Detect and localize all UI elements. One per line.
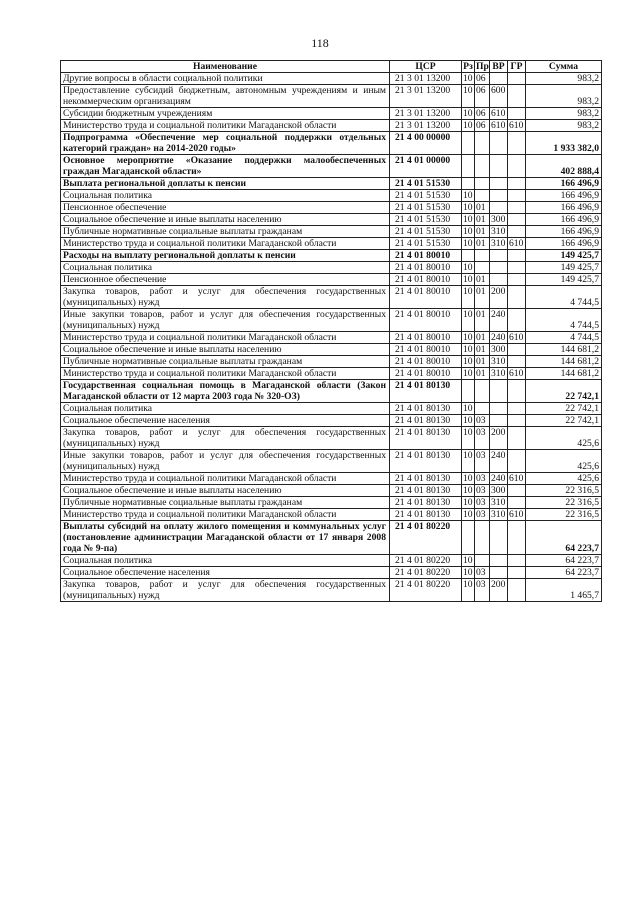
table-row: [61, 427, 602, 450]
cell-name: Министерство труда и социальной политики Магаданской области: [61, 332, 390, 344]
cell-vr: [490, 403, 508, 415]
cell-sum: 402 888,4: [526, 155, 602, 178]
cell-vr: 300: [490, 485, 508, 497]
cell-pr: [475, 262, 490, 274]
cell-gr: [508, 190, 526, 202]
cell-vr: 200: [490, 286, 508, 309]
cell-gr: [508, 286, 526, 309]
cell-vr: 310: [490, 356, 508, 368]
cell-pr: 01: [475, 286, 490, 309]
cell-rz: 10: [463, 202, 473, 213]
cell-pr: 01: [475, 226, 490, 238]
cell-sum: 149 425,7: [526, 274, 602, 286]
cell-name: Министерство труда и социальной политики Магаданской области: [61, 509, 390, 521]
cell-pr: 01: [475, 309, 490, 332]
cell-rz: [462, 132, 475, 155]
cell-sum: 64 223,7: [526, 567, 602, 579]
cell-rz: 10: [463, 403, 473, 414]
cell-vr: [490, 178, 508, 190]
cell-csr: 21 4 01 80130: [390, 380, 462, 403]
cell-sum: 1 933 382,0: [526, 132, 602, 155]
cell-sum: 22 742,1: [526, 415, 602, 427]
cell-csr: 21 4 01 80010: [390, 274, 462, 286]
cell-sum: 425,6: [526, 473, 602, 485]
cell-rz: 10: [463, 344, 473, 355]
cell-rz: 10: [463, 332, 473, 343]
cell-rz: 10: [463, 485, 473, 496]
cell-sum: 22 742,1: [526, 380, 602, 403]
cell-name: Пенсионное обеспечение: [61, 202, 390, 214]
cell-gr: [508, 521, 526, 555]
cell-csr: 21 4 01 80010: [390, 286, 462, 309]
cell-gr: [508, 178, 526, 190]
page-number: 118: [311, 36, 329, 50]
cell-rz: 10: [463, 262, 473, 273]
cell-rz: [462, 155, 475, 178]
cell-vr: 310: [490, 368, 508, 380]
cell-vr: 310: [490, 238, 508, 250]
cell-sum: 983,2: [526, 108, 602, 120]
cell-name: Социальное обеспечение населения: [61, 567, 390, 579]
cell-sum: 4 744,5: [526, 286, 602, 309]
cell-vr: [490, 202, 508, 214]
cell-name: Социальная политика: [61, 403, 390, 415]
cell-gr: [508, 450, 526, 473]
cell-sum: 64 223,7: [526, 555, 602, 567]
cell-vr: [490, 155, 508, 178]
cell-pr: [475, 380, 490, 403]
cell-pr: [475, 403, 490, 415]
table-row: [61, 238, 602, 250]
cell-csr: 21 4 01 80130: [390, 403, 462, 415]
cell-csr: 21 4 01 80130: [390, 427, 462, 450]
cell-gr: [508, 262, 526, 274]
cell-pr: 01: [475, 344, 490, 356]
cell-rz: 10: [463, 567, 473, 578]
cell-rz: 10: [463, 497, 473, 508]
cell-rz: 10: [463, 555, 473, 566]
table-row: [61, 521, 602, 555]
cell-csr: 21 4 00 00000: [390, 132, 462, 155]
cell-vr: 310: [490, 226, 508, 238]
budget-table: [60, 60, 602, 602]
cell-name: Иные закупки товаров, работ и услуг для обеспечения государственных (муниципальных) нужд: [61, 309, 390, 332]
cell-vr: 300: [490, 214, 508, 226]
column-header-rz: Рз: [463, 61, 473, 72]
column-header-name: Наименование: [61, 61, 390, 73]
cell-gr: [508, 214, 526, 226]
cell-name: Социальное обеспечение и иные выплаты населению: [61, 214, 390, 226]
cell-gr: [508, 403, 526, 415]
cell-gr: 610: [508, 332, 526, 344]
table-row: [61, 473, 602, 485]
table-row: [61, 356, 602, 368]
cell-sum: 1 465,7: [526, 579, 602, 602]
table-row: [61, 567, 602, 579]
cell-csr: 21 4 01 80010: [390, 344, 462, 356]
table-row: [61, 344, 602, 356]
table-row: [61, 380, 602, 403]
cell-vr: 310: [490, 497, 508, 509]
cell-vr: [490, 190, 508, 202]
cell-sum: 983,2: [526, 85, 602, 108]
cell-csr: 21 4 01 80220: [390, 521, 462, 555]
cell-rz: [462, 521, 475, 555]
cell-csr: 21 4 01 80220: [390, 579, 462, 602]
cell-gr: 610: [508, 238, 526, 250]
cell-csr: 21 4 01 80220: [390, 555, 462, 567]
cell-name: Расходы на выплату региональной доплаты к пенсии: [61, 250, 390, 262]
table-row: [61, 403, 602, 415]
cell-csr: 21 4 01 51530: [390, 178, 462, 190]
cell-name: Министерство труда и социальной политики Магаданской области: [61, 120, 390, 132]
cell-pr: 03: [475, 485, 490, 497]
table-row: [61, 332, 602, 344]
cell-pr: [475, 132, 490, 155]
cell-pr: [475, 155, 490, 178]
table-row: [61, 120, 602, 132]
table-row: [61, 368, 602, 380]
cell-gr: [508, 132, 526, 155]
cell-name: Социальная политика: [61, 262, 390, 274]
cell-rz: [462, 250, 475, 262]
cell-sum: 166 496,9: [526, 178, 602, 190]
cell-rz: 10: [463, 368, 473, 379]
cell-pr: [475, 190, 490, 202]
cell-rz: 10: [463, 238, 473, 249]
cell-vr: 610: [490, 120, 508, 132]
cell-name: Публичные нормативные социальные выплаты гражданам: [61, 356, 390, 368]
cell-csr: 21 4 01 51530: [390, 226, 462, 238]
cell-csr: 21 3 01 13200: [390, 108, 462, 120]
cell-csr: 21 4 01 80010: [390, 309, 462, 332]
cell-sum: 22 316,5: [526, 509, 602, 521]
cell-name: Министерство труда и социальной политики Магаданской области: [61, 473, 390, 485]
cell-name: Министерство труда и социальной политики Магаданской области: [61, 368, 390, 380]
cell-sum: 22 316,5: [526, 497, 602, 509]
cell-csr: 21 4 01 80130: [390, 473, 462, 485]
cell-rz: 10: [463, 214, 473, 225]
cell-vr: 610: [490, 108, 508, 120]
cell-vr: 240: [490, 450, 508, 473]
cell-gr: 610: [508, 120, 526, 132]
cell-pr: 03: [475, 450, 490, 473]
cell-rz: [462, 178, 475, 190]
cell-gr: [508, 202, 526, 214]
cell-pr: [475, 521, 490, 555]
cell-name: Субсидии бюджетным учреждениям: [61, 108, 390, 120]
cell-csr: 21 3 01 13200: [390, 120, 462, 132]
cell-rz: [462, 380, 475, 403]
cell-name: Социальная политика: [61, 190, 390, 202]
cell-rz: 10: [462, 286, 475, 309]
cell-pr: 03: [475, 509, 490, 521]
cell-vr: [490, 555, 508, 567]
cell-vr: [490, 132, 508, 155]
cell-vr: [490, 73, 508, 85]
cell-rz: 10: [462, 309, 475, 332]
cell-name: Социальное обеспечение и иные выплаты населению: [61, 485, 390, 497]
cell-vr: 200: [490, 427, 508, 450]
cell-gr: [508, 344, 526, 356]
cell-gr: [508, 567, 526, 579]
cell-pr: 01: [475, 332, 490, 344]
cell-name: Публичные нормативные социальные выплаты гражданам: [61, 497, 390, 509]
table-header-row: [61, 61, 602, 73]
cell-vr: 200: [490, 579, 508, 602]
table-row: [61, 450, 602, 473]
cell-sum: 144 681,2: [526, 356, 602, 368]
cell-sum: 4 744,5: [526, 309, 602, 332]
cell-gr: [508, 73, 526, 85]
cell-csr: 21 4 01 80130: [390, 509, 462, 521]
cell-rz: 10: [463, 73, 473, 84]
cell-pr: 03: [475, 567, 490, 579]
cell-rz: 10: [463, 226, 473, 237]
cell-gr: [508, 415, 526, 427]
cell-gr: [508, 274, 526, 286]
cell-sum: 166 496,9: [526, 190, 602, 202]
cell-rz: 10: [463, 190, 473, 201]
cell-vr: [490, 521, 508, 555]
cell-vr: [490, 380, 508, 403]
table-row: [61, 509, 602, 521]
cell-pr: 06: [475, 120, 490, 132]
cell-gr: [508, 250, 526, 262]
table-row: [61, 85, 602, 108]
cell-gr: [508, 380, 526, 403]
cell-rz: 10: [463, 356, 473, 367]
column-header-sum: Сумма: [526, 61, 602, 73]
cell-pr: 03: [475, 415, 490, 427]
cell-name: Социальное обеспечение и иные выплаты населению: [61, 344, 390, 356]
cell-rz: 10: [463, 415, 473, 426]
cell-gr: 610: [508, 509, 526, 521]
cell-csr: 21 4 01 00000: [390, 155, 462, 178]
column-header-vr: ВР: [490, 61, 508, 73]
cell-rz: 10: [463, 274, 473, 285]
cell-vr: [490, 567, 508, 579]
table-row: [61, 555, 602, 567]
cell-csr: 21 4 01 80010: [390, 332, 462, 344]
table-row: [61, 214, 602, 226]
cell-csr: 21 4 01 80220: [390, 567, 462, 579]
cell-gr: [508, 85, 526, 108]
cell-name: Закупка товаров, работ и услуг для обеспечения государственных (муниципальных) нужд: [61, 579, 390, 602]
cell-pr: 03: [475, 473, 490, 485]
cell-vr: 310: [490, 509, 508, 521]
cell-csr: 21 3 01 13200: [390, 73, 462, 85]
cell-sum: 166 496,9: [526, 214, 602, 226]
cell-gr: [508, 108, 526, 120]
cell-csr: 21 4 01 80130: [390, 450, 462, 473]
cell-rz: 10: [463, 108, 473, 119]
cell-pr: 01: [475, 238, 490, 250]
table-row: [61, 415, 602, 427]
cell-name: Социальная политика: [61, 555, 390, 567]
cell-pr: 06: [475, 108, 490, 120]
cell-name: Другие вопросы в области социальной политики: [61, 73, 390, 85]
cell-pr: 06: [475, 73, 490, 85]
cell-sum: 144 681,2: [526, 368, 602, 380]
cell-sum: 166 496,9: [526, 202, 602, 214]
cell-vr: 240: [490, 309, 508, 332]
table-row: [61, 202, 602, 214]
cell-gr: [508, 485, 526, 497]
cell-sum: 64 223,7: [526, 521, 602, 555]
table-row: [61, 485, 602, 497]
table-row: [61, 579, 602, 602]
cell-vr: 240: [490, 473, 508, 485]
cell-csr: 21 3 01 13200: [390, 85, 462, 108]
cell-pr: 01: [475, 356, 490, 368]
cell-csr: 21 4 01 80010: [390, 368, 462, 380]
cell-csr: 21 4 01 80010: [390, 356, 462, 368]
cell-pr: 03: [475, 427, 490, 450]
cell-sum: 983,2: [526, 73, 602, 85]
cell-gr: [508, 356, 526, 368]
cell-rz: 10: [463, 120, 473, 131]
column-header-pr: Пр: [476, 61, 489, 72]
cell-vr: [490, 415, 508, 427]
cell-vr: [490, 274, 508, 286]
cell-rz: 10: [462, 85, 475, 108]
cell-csr: 21 4 01 80130: [390, 497, 462, 509]
table-row: [61, 286, 602, 309]
cell-rz: 10: [462, 427, 475, 450]
cell-sum: 425,6: [526, 450, 602, 473]
table-row: [61, 274, 602, 286]
cell-name: Предоставление субсидий бюджетным, автономным учреждениям и иным некоммерческим организациям: [61, 85, 390, 108]
table-row: [61, 190, 602, 202]
table-row: [61, 178, 602, 190]
cell-gr: [508, 555, 526, 567]
cell-name: Выплаты субсидий на оплату жилого помещения и коммунальных услуг (постановление администрации Магаданской области от 17 января 2008 года № 9-па): [61, 521, 390, 555]
cell-sum: 22 742,1: [526, 403, 602, 415]
cell-gr: [508, 497, 526, 509]
table-row: [61, 155, 602, 178]
table-row: [61, 226, 602, 238]
cell-gr: [508, 427, 526, 450]
cell-csr: 21 4 01 80130: [390, 415, 462, 427]
cell-name: Социальное обеспечение населения: [61, 415, 390, 427]
cell-name: Основное мероприятие «Оказание поддержки малообеспеченных граждан Магаданской области»: [61, 155, 390, 178]
cell-gr: [508, 579, 526, 602]
table-row: [61, 250, 602, 262]
cell-gr: 610: [508, 473, 526, 485]
cell-name: Государственная социальная помощь в Магаданской области (Закон Магаданской области от 12 марта 2003 года № 320-ОЗ): [61, 380, 390, 403]
cell-rz: 10: [463, 509, 473, 520]
cell-pr: 01: [475, 214, 490, 226]
cell-name: Иные закупки товаров, работ и услуг для обеспечения государственных (муниципальных) нужд: [61, 450, 390, 473]
cell-sum: 149 425,7: [526, 262, 602, 274]
cell-name: Закупка товаров, работ и услуг для обеспечения государственных (муниципальных) нужд: [61, 286, 390, 309]
cell-rz: 10: [462, 579, 475, 602]
cell-gr: [508, 309, 526, 332]
cell-vr: 240: [490, 332, 508, 344]
table-row: [61, 497, 602, 509]
cell-sum: 425,6: [526, 427, 602, 450]
cell-name: Публичные нормативные социальные выплаты гражданам: [61, 226, 390, 238]
cell-csr: 21 4 01 51530: [390, 214, 462, 226]
cell-sum: 166 496,9: [526, 238, 602, 250]
table-row: [61, 108, 602, 120]
cell-pr: 01: [475, 368, 490, 380]
cell-rz: 10: [463, 473, 473, 484]
cell-pr: 03: [475, 579, 490, 602]
table-row: [61, 73, 602, 85]
cell-vr: [490, 262, 508, 274]
column-header-gr: ГР: [508, 61, 526, 73]
cell-csr: 21 4 01 51530: [390, 202, 462, 214]
cell-gr: [508, 226, 526, 238]
column-header-csr: ЦСР: [390, 61, 462, 73]
cell-sum: 166 496,9: [526, 226, 602, 238]
cell-pr: [475, 555, 490, 567]
cell-pr: 01: [475, 202, 490, 214]
cell-name: Подпрограмма «Обеспечение мер социальной поддержки отдельных категорий граждан» на 2014-2020 годы»: [61, 132, 390, 155]
cell-sum: 4 744,5: [526, 332, 602, 344]
cell-sum: 983,2: [526, 120, 602, 132]
cell-gr: [508, 155, 526, 178]
table-row: [61, 262, 602, 274]
cell-csr: 21 4 01 80130: [390, 485, 462, 497]
cell-sum: 22 316,5: [526, 485, 602, 497]
table-row: [61, 309, 602, 332]
cell-pr: 03: [475, 497, 490, 509]
cell-csr: 21 4 01 80010: [390, 262, 462, 274]
cell-csr: 21 4 01 51530: [390, 190, 462, 202]
cell-name: Закупка товаров, работ и услуг для обеспечения государственных (муниципальных) нужд: [61, 427, 390, 450]
cell-vr: 600: [490, 85, 508, 108]
cell-csr: 21 4 01 80010: [390, 250, 462, 262]
cell-pr: [475, 250, 490, 262]
table-row: [61, 132, 602, 155]
cell-vr: 300: [490, 344, 508, 356]
cell-sum: 149 425,7: [526, 250, 602, 262]
cell-name: Министерство труда и социальной политики Магаданской области: [61, 238, 390, 250]
cell-pr: 06: [475, 85, 490, 108]
cell-vr: [490, 250, 508, 262]
cell-name: Пенсионное обеспечение: [61, 274, 390, 286]
cell-pr: [475, 178, 490, 190]
cell-pr: 01: [475, 274, 490, 286]
cell-csr: 21 4 01 51530: [390, 238, 462, 250]
cell-rz: 10: [462, 450, 475, 473]
cell-name: Выплата региональной доплаты к пенсии: [61, 178, 390, 190]
cell-gr: 610: [508, 368, 526, 380]
cell-sum: 144 681,2: [526, 344, 602, 356]
